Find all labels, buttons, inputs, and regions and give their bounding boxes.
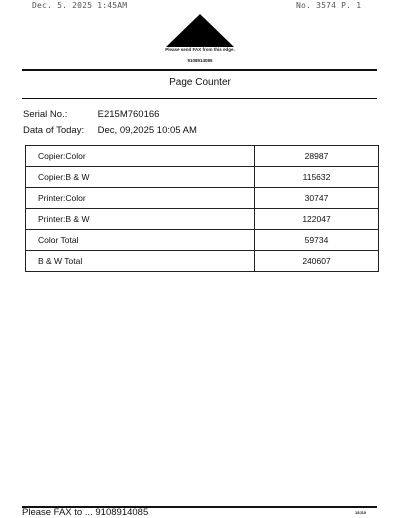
counter-value: 115632 <box>255 167 379 188</box>
triangle-up-icon <box>0 14 400 47</box>
counter-name: Printer:Color <box>26 188 255 209</box>
table-row <box>26 146 379 167</box>
serial-label: Serial No.: <box>23 109 68 120</box>
table-row <box>26 251 379 272</box>
send-edge-note: Please send FAX from this edge. <box>165 47 235 52</box>
table-row <box>26 230 379 251</box>
top-divider <box>22 69 377 71</box>
counter-name: Printer:B & W <box>26 209 255 230</box>
counter-name: Copier:Color <box>26 146 255 167</box>
counter-name: Copier:B & W <box>26 167 255 188</box>
fax-transmission-header <box>0 0 400 12</box>
date-row <box>23 125 197 136</box>
fax-page-number: No. 3574 P. 1 <box>296 1 362 10</box>
table-row <box>26 188 379 209</box>
table-row <box>26 167 379 188</box>
title-divider <box>22 98 377 99</box>
date-value: Dec, 09,2025 10:05 AM <box>97 125 197 136</box>
page-title: Page Counter <box>169 77 231 88</box>
counter-value: 122047 <box>255 209 379 230</box>
serial-value: E215M760166 <box>97 109 160 120</box>
counter-value: 28987 <box>255 146 379 167</box>
counter-name: Color Total <box>26 230 255 251</box>
serial-number-row <box>23 109 159 120</box>
counter-value: 240607 <box>255 251 379 272</box>
footer-fax-instruction: Please FAX to ... 9108914085 <box>22 507 149 518</box>
table-row <box>26 209 379 230</box>
fax-date-time: Dec. 5. 2025 1:45AM <box>32 1 128 10</box>
footer-code: 15J10 <box>355 510 367 515</box>
cover-fax-number: 9108914085 <box>187 58 213 63</box>
counter-name: B & W Total <box>26 251 255 272</box>
counter-table <box>25 145 379 272</box>
date-label: Data of Today: <box>23 125 85 136</box>
counter-value: 30747 <box>255 188 379 209</box>
counter-value: 59734 <box>255 230 379 251</box>
